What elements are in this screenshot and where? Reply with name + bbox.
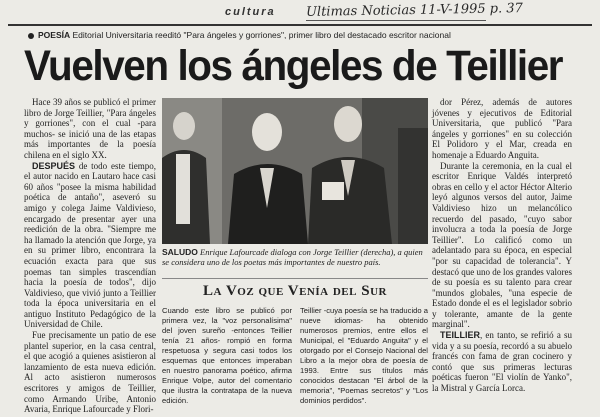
- subhead-rule: [162, 278, 428, 279]
- caption-label: SALUDO: [162, 247, 198, 257]
- paragraph: Durante la ceremonia, en la cual el escritor Enrique Valdés interpretó obras en cello y el actor Héctor Alterio leyó algunos versos del autor, Jaime Valdivieso hizo un melancólico recuerdo del pasado, "cuyo sabor involucra a toda la poesía de Jorge Teillier". Lo calificó como un adelantado para su época, en especial "por su capacidad de tolerancia". Y destacó que uno de los grandes valores de su poesía es su talento para crear "mundos globales, "una especie de Estado donde el es el legislador sobrio y tolerante, amante de la gente marginal".: [432, 160, 572, 330]
- handwriting-underline: [306, 20, 486, 21]
- paragraph: [432, 330, 572, 394]
- kicker: [28, 30, 451, 40]
- lead-in: DESPUÉS: [32, 160, 76, 171]
- top-rule: [8, 24, 592, 26]
- kicker-text: Editorial Universitaria reeditó "Para ángeles y gorriones", primer libro del destacado escritor nacional: [72, 30, 451, 40]
- lead-in: TEILLIER: [440, 330, 480, 341]
- photo-caption: [162, 247, 428, 267]
- photo-illustration: [162, 98, 428, 244]
- bullet-icon: [28, 33, 34, 39]
- paragraph-text: de todo este tiempo, el autor nacido en Lautaro hace casi 60 años "posee la misma habilidad poética de antaño", aseveró su amigo y colega Jaime Valdivieso, encargado de presentar ayer una reedición de la obra. "Siempre me ha llamado la atención que Jorge, ya en su primer libro, encontrara la ecuación exacta para que sus poemas tan simples trascendían hacia la poesía de todos", dijo Valdivieso, que vivió junto a Teillier toda la época universitaria en el antiguo Instituto Pedagógico de la Universidad de Chile.: [24, 160, 156, 330]
- kicker-tag: POESÍA: [38, 30, 71, 40]
- article-column-2a: [162, 306, 292, 406]
- paragraph: Fue precisamente un patio de ese plantel superior, en la casa central, el que acogió a quienes asistieron al lanzamiento de esta nueva edición. Al acto asistieron numerosos escritores y amigos de Teillier, como Armando Uribe, Antonio Avaria, Enrique Lafourcade y Flori-: [24, 330, 156, 415]
- caption-text: Enrique Lafourcade dialoga con Jorge Teillier (derecha), a quien se considera uno de los poetas más importantes de nuestro país.: [162, 247, 423, 267]
- article-column-2b: [300, 306, 428, 406]
- section-label: cultura: [225, 6, 276, 18]
- handwritten-source-note: Ultimas Noticias 11-V-1995 p. 37: [305, 1, 523, 20]
- article-column-3: [432, 97, 572, 394]
- paragraph: [24, 161, 156, 331]
- paragraph: dor Pérez, además de autores jóvenes y ejecutivos de Editorial Universitaria, que publicó "Para ángeles y gorriones" en su colección El Polidoro y el Mar, creada en homenaje a Eduardo Anguita.: [432, 97, 572, 160]
- article-column-1: [24, 97, 156, 415]
- subheading: La Voz que Venía del Sur: [203, 283, 387, 299]
- news-photo: [162, 98, 428, 244]
- paragraph: Hace 39 años se publicó el primer libro de Jorge Teillier, "Para ángeles y gorriones", con el cual -para muchos- se inició una de las etapas más importantes de la poesía chilena en el siglo XX.: [24, 97, 156, 160]
- headline: Vuelven los ángeles de Teillier: [24, 42, 563, 90]
- paragraph: Cuando este libro se publicó por primera vez, la "voz personalísima" del joven sureño -entonces Teillier tenía 21 años- rompió en forma respetuosa y segura casi todos los esquemas que entonces imperaban en nuestro panorama poético, afirma Enrique Volpe, autor del comentario que ilustra la contratapa de la nueva edición.: [162, 306, 292, 405]
- paragraph-text: , en tanto, se refirió a su vida y a su poesía, recordó a su abuelo francés con fama de gran cocinero y contó que sus primeras lecturas poéticas fueron "El violín de Yanko", la Mistral y García Lorca.: [432, 330, 572, 394]
- paragraph: Teillier -cuya poesía se ha traducido a nueve idiomas- ha obtenido numerosos premios, entre ellos el Municipal, el "Eduardo Anguita" y el otorgado por el Consejo Nacional del Libro a la mejor obra de poesía de 1993. Entre sus títulos más conocidos destacan "El árbol de la memoria", "Poemas secretos" y "Los dominios perdidos".: [300, 306, 428, 405]
